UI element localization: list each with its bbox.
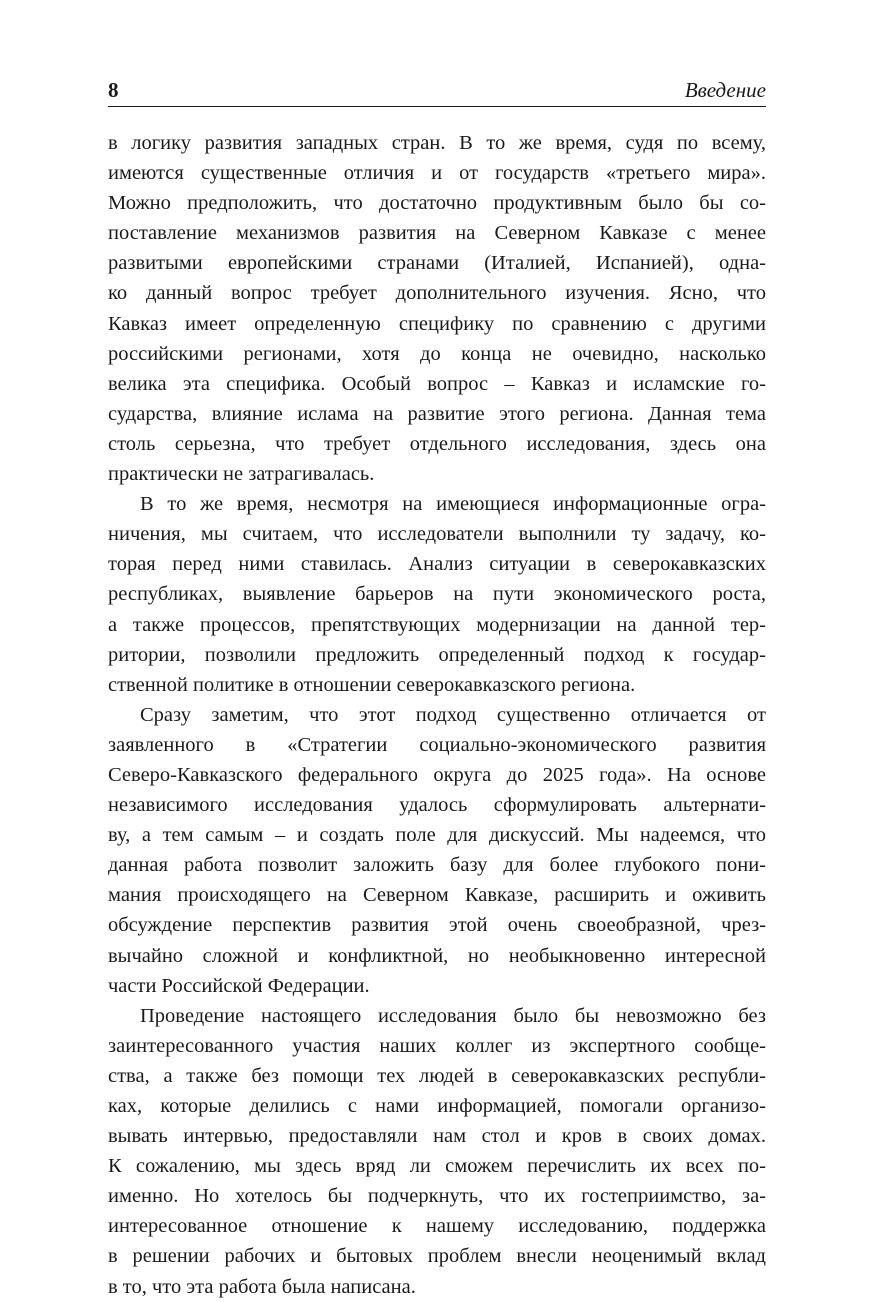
text-line: ритории, позволили предложить определенный подход к государ-	[108, 643, 766, 666]
text-line: ничения, мы считаем, что исследователи выполнили ту задачу, ко-	[108, 523, 766, 546]
text-line: ственной политике в отношении северокавказского региона.	[108, 673, 636, 696]
text-line: интересованное отношение к нашему исследованию, поддержка	[108, 1215, 766, 1238]
text-line: данная работа позволит заложить базу для более глубокого пони-	[108, 854, 766, 877]
text-line: в то, что эта работа была написана.	[108, 1275, 416, 1298]
text-line: российскими регионами, хотя до конца не очевидно, насколько	[108, 342, 766, 365]
text-line: обсуждение перспектив развития этой очень своеобразной, чрез-	[108, 914, 766, 937]
text-line: развитыми европейскими странами (Италией, Испанией), одна-	[108, 252, 766, 275]
text-line: вычайно сложной и конфликтной, но необыкновенно интересной	[108, 944, 766, 967]
text-line: независимого исследования удалось сформулировать альтернати-	[108, 794, 766, 817]
section-title: Введение	[684, 78, 766, 102]
text-line: в решении рабочих и бытовых проблем внесли неоценимый вклад	[108, 1245, 766, 1268]
paragraph	[108, 1001, 766, 1302]
text-line: ства, а также без помощи тех людей в северокавказских республи-	[108, 1064, 766, 1087]
paragraph	[108, 128, 766, 489]
page-number: 8	[108, 78, 119, 102]
text-line: заинтересованного участия наших коллег из экспертного сообще-	[108, 1034, 766, 1057]
body-text	[108, 128, 766, 1302]
text-line: Сразу заметим, что этот подход существенно отличается от	[140, 703, 766, 726]
text-line: торая перед ними ставилась. Анализ ситуации в северокавказских	[108, 553, 766, 576]
text-line: Кавказ имеет определенную специфику по сравнению с другими	[108, 312, 766, 335]
text-line: поставление механизмов развития на Северном Кавказе с менее	[108, 222, 766, 245]
text-line: столь серьезна, что требует отдельного исследования, здесь она	[108, 432, 766, 455]
text-line: ву, а тем самым – и создать поле для дискуссий. Мы надеемся, что	[108, 824, 766, 847]
text-line: вывать интервью, предоставляли нам стол и кров в своих домах.	[108, 1125, 766, 1148]
text-line: имеются существенные отличия и от государств «третьего мира».	[108, 162, 766, 185]
text-line: республиках, выявление барьеров на пути экономического роста,	[108, 583, 766, 606]
running-head	[108, 76, 766, 104]
text-line: заявленного в «Стратегии социально-экономического развития	[108, 733, 766, 756]
paragraph	[108, 700, 766, 1001]
text-line: Проведение настоящего исследования было бы невозможно без	[140, 1004, 766, 1027]
paragraph	[108, 489, 766, 700]
text-line: сударства, влияние ислама на развитие этого региона. Данная тема	[108, 402, 766, 425]
text-line: В то же время, несмотря на имеющиеся информационные огра-	[140, 493, 766, 516]
text-line: в логику развития западных стран. В то же время, судя по всему,	[108, 132, 766, 154]
text-line: а также процессов, препятствующих модернизации на данной тер-	[108, 613, 766, 636]
text-line: ках, которые делились с нами информацией, помогали организо-	[108, 1095, 766, 1117]
header-rule	[108, 106, 766, 107]
text-line: Северо-Кавказского федерального округа до 2025 года». На основе	[108, 763, 766, 786]
text-line: Можно предположить, что достаточно продуктивным было бы со-	[108, 192, 766, 215]
text-line: части Российской Федерации.	[108, 974, 370, 997]
text-line: мания происходящего на Северном Кавказе, расширить и оживить	[108, 884, 766, 907]
text-line: практически не затрагивалась.	[108, 463, 375, 486]
text-line: именно. Но хотелось бы подчеркнуть, что их гостеприимство, за-	[108, 1185, 766, 1208]
text-line: К сожалению, мы здесь вряд ли сможем перечислить их всех по-	[108, 1155, 766, 1178]
text-line: ко данный вопрос требует дополнительного изучения. Ясно, что	[108, 282, 766, 305]
text-line: велика эта специфика. Особый вопрос – Кавказ и исламские го-	[108, 372, 766, 395]
